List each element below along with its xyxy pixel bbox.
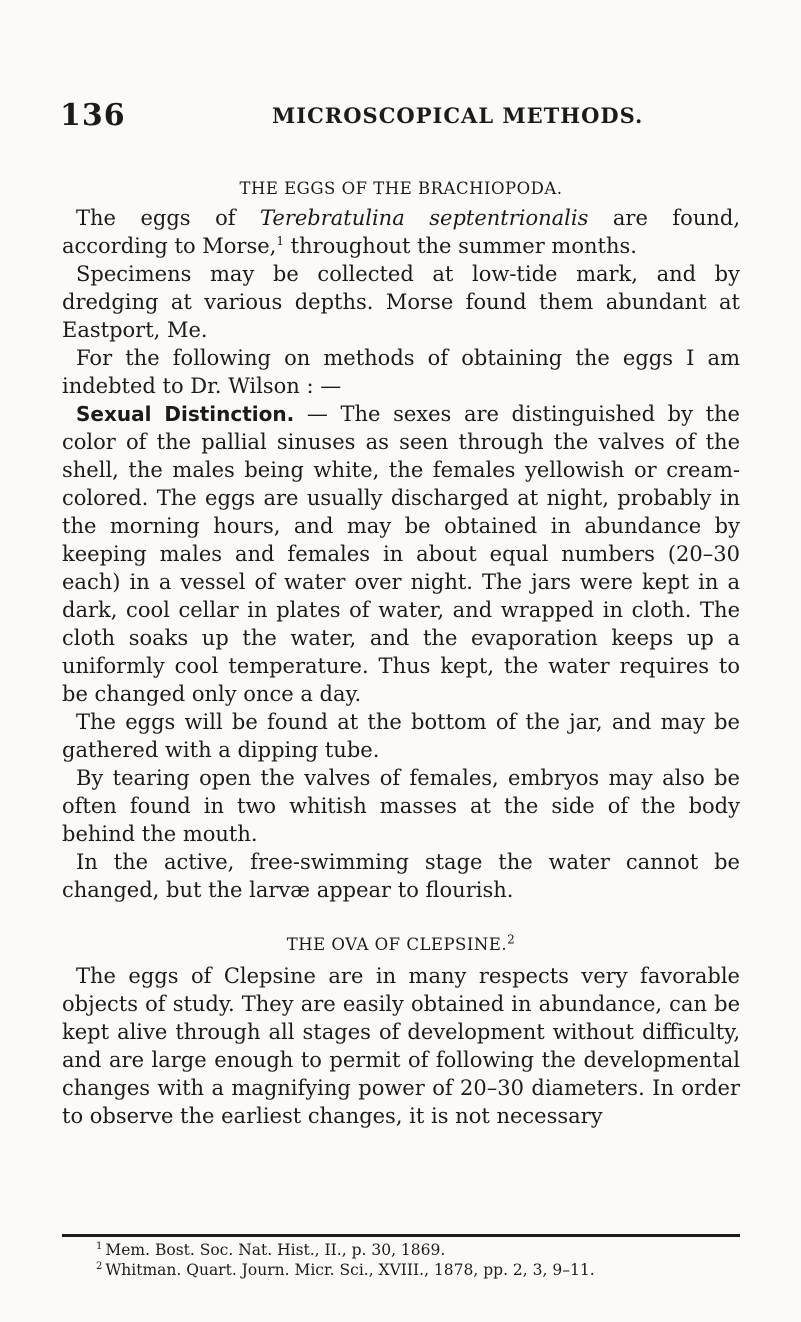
paragraph-text: — The sexes are distinguished by the color of the pallial sinuses as seen through the valves of the shell, the males being white, the females yellowish or cream-colored. The eggs are usually discharged at night, probably in the morning hours, and may be obtained in abundance by keeping males and females in about equal numbers (20–30 each) in a vessel of water over night. The jars were kept in a dark, cool cellar in plates of water, and wrapped in cloth. The cloth soaks up the water, and the evaporation keeps up a uniformly cool temperature. Thus kept, the water requires to be changed only once a day. bbox=[62, 402, 740, 706]
footnote-mark: 2 bbox=[96, 1260, 103, 1272]
species-name: Terebratulina septentrionalis bbox=[260, 206, 589, 230]
footnote-text: Mem. Bost. Soc. Nat. Hist., II., p. 30, 1869. bbox=[105, 1241, 446, 1259]
footnote-rule bbox=[62, 1234, 740, 1237]
run-in-heading: Sexual Distinction. bbox=[76, 402, 295, 426]
paragraph: For the following on methods of obtaining the eggs I am indebted to Dr. Wilson : — bbox=[62, 346, 740, 398]
section-heading-clepsine bbox=[62, 934, 740, 956]
paragraph-text: The eggs of bbox=[76, 206, 261, 230]
footnote-text: Whitman. Quart. Journ. Micr. Sci., XVIII., 1878, pp. 2, 3, 9–11. bbox=[105, 1261, 595, 1279]
paragraph bbox=[62, 204, 740, 260]
paragraph-text: are found, according to Morse, bbox=[62, 206, 740, 258]
paragraph: By tearing open the valves of females, embryos may also be often found in two whitish masses at the side of the body behind the mouth. bbox=[62, 766, 740, 846]
footnote-reference: 2 bbox=[507, 932, 516, 947]
running-head: MICROSCOPICAL METHODS. bbox=[272, 103, 644, 128]
page-number: 136 bbox=[60, 98, 126, 133]
section-heading-brachiopoda: THE EGGS OF THE BRACHIOPODA. bbox=[239, 179, 563, 198]
footnotes bbox=[62, 1240, 740, 1280]
paragraph: Specimens may be collected at low-tide mark, and by dredging at various depths. Morse found them abundant at Eastport, Me. bbox=[62, 262, 740, 342]
paragraph bbox=[62, 400, 740, 708]
footnote bbox=[62, 1240, 740, 1260]
page-body bbox=[62, 178, 740, 1130]
paragraph-text: throughout the summer months. bbox=[284, 234, 637, 258]
paragraph: In the active, free-swimming stage the water cannot be changed, but the larvæ appear to flourish. bbox=[62, 850, 740, 902]
footnote-mark: 1 bbox=[96, 1240, 103, 1252]
paragraph: The eggs will be found at the bottom of the jar, and may be gathered with a dipping tube. bbox=[62, 710, 740, 762]
footnote bbox=[62, 1260, 740, 1280]
page-header bbox=[60, 98, 742, 138]
paragraph: The eggs of Clepsine are in many respects very favorable objects of study. They are easily obtained in abundance, can be kept alive through all stages of development without difficulty, and are large enough to permit of following the developmental changes with a magnifying power of 20–30 diameters. In order to observe the earliest changes, it is not necessary bbox=[62, 964, 740, 1128]
footnote-reference: 1 bbox=[276, 234, 284, 248]
section-heading-text: THE OVA OF CLEPSINE. bbox=[286, 935, 508, 954]
